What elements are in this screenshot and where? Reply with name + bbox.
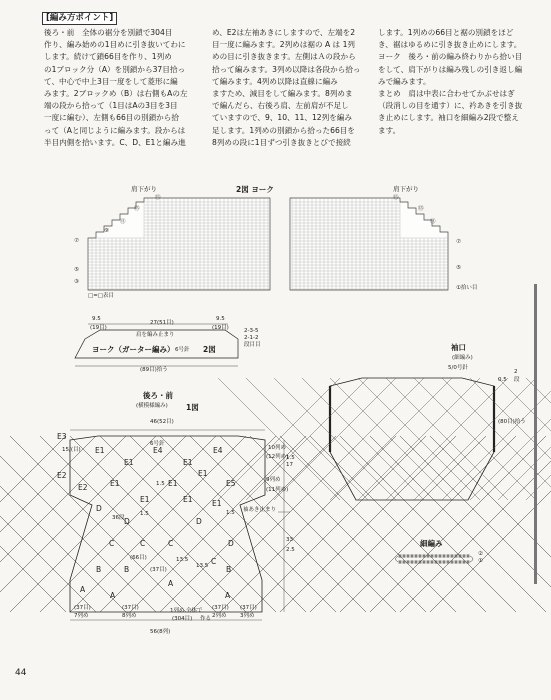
body-right-dim: 1.5 (286, 455, 295, 461)
yoke-ref: 2図 (203, 345, 216, 354)
block-label: E1 (183, 458, 193, 467)
instructions-column-3: します。1列めの66目と裾の別鎖をほど き、裾はゆるめに引き抜き止めにします。 ヨーク 後ろ・前の編み終わりから拾い目 をして、肩下がりは編み残しの引き返し編 みで編みます。 まとめ 肩は中表に合わせてかぶせはぎ （段消しの目を通す）に、衿あきを引き抜 き止めにします。袖口を細編み2段で整え ます。 (378, 28, 523, 135)
lattice-line-rising (0, 436, 66, 612)
edging-stitches (399, 554, 469, 564)
lattice-line-falling (430, 436, 551, 612)
lattice-line-falling (0, 436, 126, 612)
body-right-dim: 2.5 (286, 547, 295, 553)
yoke-row-mark-left: ⑨ (104, 228, 109, 234)
yoke-needle: 6号針 (175, 347, 190, 353)
bottom-label: (37目) (240, 605, 257, 611)
block-label: E1 (95, 446, 105, 455)
yoke-pickup-label: ①拾い目 (456, 285, 478, 291)
page-number: 44 (15, 668, 27, 678)
block-label: D (96, 504, 102, 513)
yoke-shoulder-left: 肩下がり (131, 185, 157, 193)
yoke-dim: 27(51目) (150, 320, 174, 326)
edging-mark: ② (478, 551, 483, 557)
yoke-row-mark-left: ⑦ (74, 238, 79, 244)
block-label: D (124, 517, 130, 526)
block-label: A (110, 591, 116, 600)
sleeve-side-mark: 2 (514, 369, 518, 375)
block-label: C (109, 539, 115, 548)
sleeve-subtitle: (細編み) (452, 355, 473, 361)
body-left-mark: 15/(目) (62, 447, 81, 453)
yoke-row-mark-left: ⑪ (120, 219, 126, 225)
bottom-label: 作る (200, 616, 212, 622)
sleeve-title: 袖口 (451, 343, 466, 352)
body-right-note: 9列め (266, 477, 281, 483)
block-label: B (124, 565, 130, 574)
body-left-mark: E2 (57, 471, 67, 480)
body-title: 後ろ・前 (143, 391, 173, 400)
body-bottom-dim: 56(8列) (150, 629, 171, 635)
sleeve-line-falling (526, 378, 551, 500)
block-label: E2 (78, 483, 88, 492)
bottom-label: 8列め (122, 613, 137, 619)
bottom-label: (37目) (122, 605, 139, 611)
body-left-mark: E3 (57, 432, 67, 441)
block-label: E1 (183, 495, 193, 504)
sleeve-hook: 5/0号針 (448, 365, 468, 371)
block-label: E1 (110, 479, 120, 488)
yoke-row-mark-right: ⑤ (456, 265, 461, 271)
sleeve-line-falling (470, 378, 551, 500)
block-label: C (168, 539, 174, 548)
body-needle: 6号針 (150, 441, 165, 447)
inner-number: (37目) (150, 567, 167, 573)
yoke-chart-title: 2図 ヨーク (236, 185, 274, 194)
block-label: E5 (226, 479, 236, 488)
inner-number: 1.5 (226, 510, 235, 516)
inner-number: (66目) (130, 555, 147, 561)
bottom-label: 全体で (186, 608, 203, 614)
yoke-shoulder-stop: 肩を編み止まり (136, 332, 175, 338)
block-label: E1 (124, 458, 134, 467)
body-top-dim: 46(52目) (150, 419, 174, 425)
block-label: E1 (168, 479, 178, 488)
lattice-line-falling (0, 436, 66, 612)
block-label: A (168, 579, 174, 588)
body-right-dim: 17 (286, 462, 293, 468)
body-subtitle: (横模様編み) (136, 403, 168, 409)
block-label: C (211, 557, 217, 566)
body-right-dim: 33 (286, 537, 293, 543)
sleeve-line-rising (526, 378, 551, 500)
inner-number: 1.5 (140, 511, 149, 517)
yoke-dim: 9.5 (216, 316, 225, 322)
lattice-line-rising (430, 436, 551, 612)
block-label: E4 (213, 446, 223, 455)
body-right-note: 10列め (268, 445, 286, 451)
yoke-row-mark-right: ⑮ (393, 195, 399, 201)
lattice-line-rising (400, 436, 551, 612)
sleeve-outline (330, 378, 494, 500)
instructions-heading: [編み方ポイント] (42, 12, 117, 25)
block-label: E4 (153, 446, 163, 455)
instructions-column-1: 後ろ・前 全体の裾分を別鎖で304目 作り、編み始めの1目めに引き抜いてわに します。続けて鎖66目を作り、1列め の1ブロック分（A）を別鎖から37目拾っ て、中心で中上3目一度をして菱形に編 みます。2ブロックめ（B）は右側もAの左 端の段から拾って（1目はAの3目を3目 一度に編む）、左側も66目の別鎖から拾 って（Aと同じように編みます。段からは 半目内側を拾います。C、D、E1と編み進 (44, 28, 188, 147)
yoke-row-mark-right: ⑬ (418, 206, 424, 212)
sleeve-side-mark: 段 (514, 377, 520, 383)
yoke-shoulder-right: 肩下がり (393, 185, 419, 193)
yoke-row-mark-right: ⑦ (456, 239, 461, 245)
block-label: C (140, 539, 146, 548)
block-label: E1 (140, 495, 150, 504)
block-label: D (196, 517, 202, 526)
instructions-column-2: め、E2は左袖あきにしますので、左端を2 目一度に編みます。2列めは裾の A は 1列 めの目に引き抜きます。左側はＡの段から 拾って編みます。3列め以降は各段から拾っ て編みます。4列め以降は直線に編み ますため、減目をして編みます。8列めま で編んだら、右後ろ肩、左前肩が不足し ていますので、9、10、11、12列を編み 足します。1列めの別鎖から拾った66目を 8列めの段に1目ずつ引き抜きとびで接続 (212, 28, 361, 147)
bottom-label: (304目) (172, 616, 193, 622)
yoke-row-mark-left: ⑤ (74, 267, 79, 273)
body-dimension-lines (70, 430, 290, 620)
block-label: A (80, 585, 86, 594)
sleeve-side-note: 0.5 (498, 377, 507, 383)
yoke-row-mark-left: ⑮ (155, 195, 161, 201)
block-label: A (225, 591, 231, 600)
body-right-note: 袖あき止まり (243, 507, 277, 513)
edging-title: 細編み (420, 539, 443, 548)
block-label: B (96, 565, 102, 574)
bottom-label: (37目) (212, 605, 229, 611)
bottom-label: 3列め (240, 613, 255, 619)
body-right-note: (12列め) (266, 454, 289, 460)
yoke-name: ヨーク（ガーター編み） (92, 345, 175, 354)
page-edge-bar (534, 284, 537, 584)
edging-mark: ① (478, 558, 483, 564)
yoke-step-note: 2-3-5 2-1-2 段目目 (244, 328, 261, 348)
block-label: B (226, 565, 232, 574)
block-label: D (228, 539, 234, 548)
yoke-row-mark-left: ⑬ (134, 206, 140, 212)
yoke-row-mark-right: ⑪ (430, 219, 436, 225)
body-right-note: (11列め) (266, 487, 289, 493)
inner-number: 13.5 (196, 563, 209, 569)
bottom-label: 1列め (170, 608, 185, 614)
lattice-line-rising (0, 436, 126, 612)
inner-number: 1.5 (156, 481, 165, 487)
block-label: E1 (198, 469, 208, 478)
bottom-label: 7列め (74, 613, 89, 619)
yoke-row-mark-left: ③ (74, 279, 79, 285)
bottom-label: (37目) (74, 605, 91, 611)
yoke-legend: □=□表目 (88, 293, 115, 299)
sleeve-pickup: (80目)拾う (498, 419, 526, 425)
yoke-dim: 9.5 (92, 316, 101, 322)
yoke-dim: (19目) (90, 325, 107, 331)
body-ref: 1図 (186, 403, 199, 412)
inner-number: 13.5 (176, 557, 189, 563)
edging-chart (396, 556, 474, 562)
bottom-label: 2列め (212, 613, 227, 619)
lattice-line-falling (400, 436, 551, 612)
block-label: E1 (212, 499, 222, 508)
sleeve-line-rising (470, 378, 551, 500)
inner-number: 36段 (112, 515, 125, 521)
yoke-dim: (19目) (212, 325, 229, 331)
yoke-pickup: (89目)拾う (140, 367, 168, 373)
